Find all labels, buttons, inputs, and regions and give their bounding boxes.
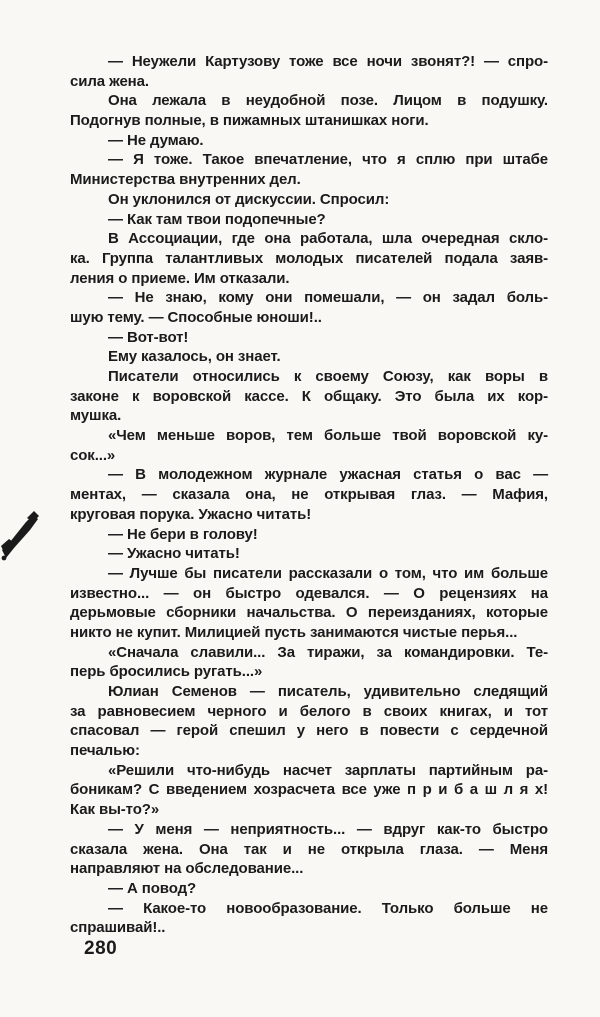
page-number: 280 bbox=[84, 938, 118, 959]
text-line: — У меня — неприятность... — вдруг как-то быстро bbox=[108, 820, 548, 838]
ink-smudge-icon bbox=[0, 506, 42, 564]
text-line: спрашивай!.. bbox=[70, 919, 166, 937]
text-line: «Решили что-нибудь насчет зарплаты партийным ра- bbox=[108, 761, 548, 779]
text-line: Ему казалось, он знает. bbox=[108, 348, 281, 366]
text-line: В Ассоциации, где она работала, шла очередная скло- bbox=[108, 230, 548, 248]
text-line: Подогнув полные, в пижамных штанишках ноги. bbox=[70, 112, 429, 130]
text-line: Она лежала в неудобной позе. Лицом в подушку. bbox=[108, 92, 548, 110]
text-line: — Какое-то новообразование. Только больше не bbox=[108, 899, 548, 917]
text-line: сила жена. bbox=[70, 72, 149, 90]
text-line: ка. Группа талантливых молодых писателей подала заяв- bbox=[70, 249, 548, 267]
text-line: мушка. bbox=[70, 407, 122, 425]
text-line: никто не купит. Милицией пусть занимаются чистые перья... bbox=[70, 623, 518, 641]
text-line: сказала жена. Она так и не открыла глаза. — Меня bbox=[70, 840, 548, 858]
text-line: направляют на обследование... bbox=[70, 860, 304, 878]
text-line: спасовал — герой спешил у него в повести с сердечной bbox=[70, 722, 548, 740]
text-line: шую тему. — Способные юноши!.. bbox=[70, 308, 322, 326]
text-line: «Чем меньше воров, тем больше твой воровской ку- bbox=[108, 427, 548, 445]
text-line: — А повод? bbox=[108, 879, 197, 897]
text-line: — Вот-вот! bbox=[108, 328, 189, 346]
text-line: сок...» bbox=[70, 446, 116, 464]
text-line: боникам? С введением хозрасчета все уже п р и б а ш л я х! bbox=[70, 781, 548, 799]
text-line: — Ужасно читать! bbox=[108, 545, 240, 563]
page-text bbox=[70, 52, 548, 938]
text-line: ления о приеме. Им отказали. bbox=[70, 269, 290, 287]
text-line: за равновесием черного и белого в своих книгах, и тот bbox=[70, 702, 548, 720]
text-line: Министерства внутренних дел. bbox=[70, 171, 301, 189]
text-line: перь бросились ругать...» bbox=[70, 663, 263, 681]
text-line: — Лучше бы писатели рассказали о том, что им больше bbox=[108, 564, 548, 582]
text-line: — Не знаю, кому они помешали, — он задал боль- bbox=[108, 289, 548, 307]
text-line: — Не думаю. bbox=[108, 131, 204, 149]
text-line: Юлиан Семенов — писатель, удивительно следящий bbox=[108, 683, 548, 700]
text-line: печалью: bbox=[70, 742, 140, 760]
text-line: круговая порука. Ужасно читать! bbox=[70, 505, 312, 523]
text-line: известно... — он быстро одевался. — О рецензиях на bbox=[70, 584, 548, 602]
text-line: — В молодежном журнале ужасная статья о вас — bbox=[108, 466, 548, 484]
text-line: — Я тоже. Такое впечатление, что я сплю при штабе bbox=[108, 151, 548, 169]
text-line: — Не бери в голову! bbox=[108, 525, 258, 543]
text-line: — Как там твои подопечные? bbox=[108, 210, 326, 228]
text-line: законе к воровской кассе. К общаку. Это была их кор- bbox=[70, 387, 548, 405]
text-line: «Сначала славили... За тиражи, за командировки. Те- bbox=[108, 643, 548, 661]
text-line: Писатели относились к своему Союзу, как воры в bbox=[108, 368, 548, 385]
text-line: Он уклонился от дискуссии. Спросил: bbox=[108, 190, 390, 208]
text-line: дерьмовые сборники начальства. О переизданиях, которые bbox=[70, 604, 548, 622]
text-line: ментах, — сказала она, не открывая глаз. — Мафия, bbox=[70, 486, 548, 504]
text-line: — Неужели Картузову тоже все ночи звонят?! — спро- bbox=[108, 53, 548, 70]
text-line: Как вы-то?» bbox=[70, 801, 160, 819]
